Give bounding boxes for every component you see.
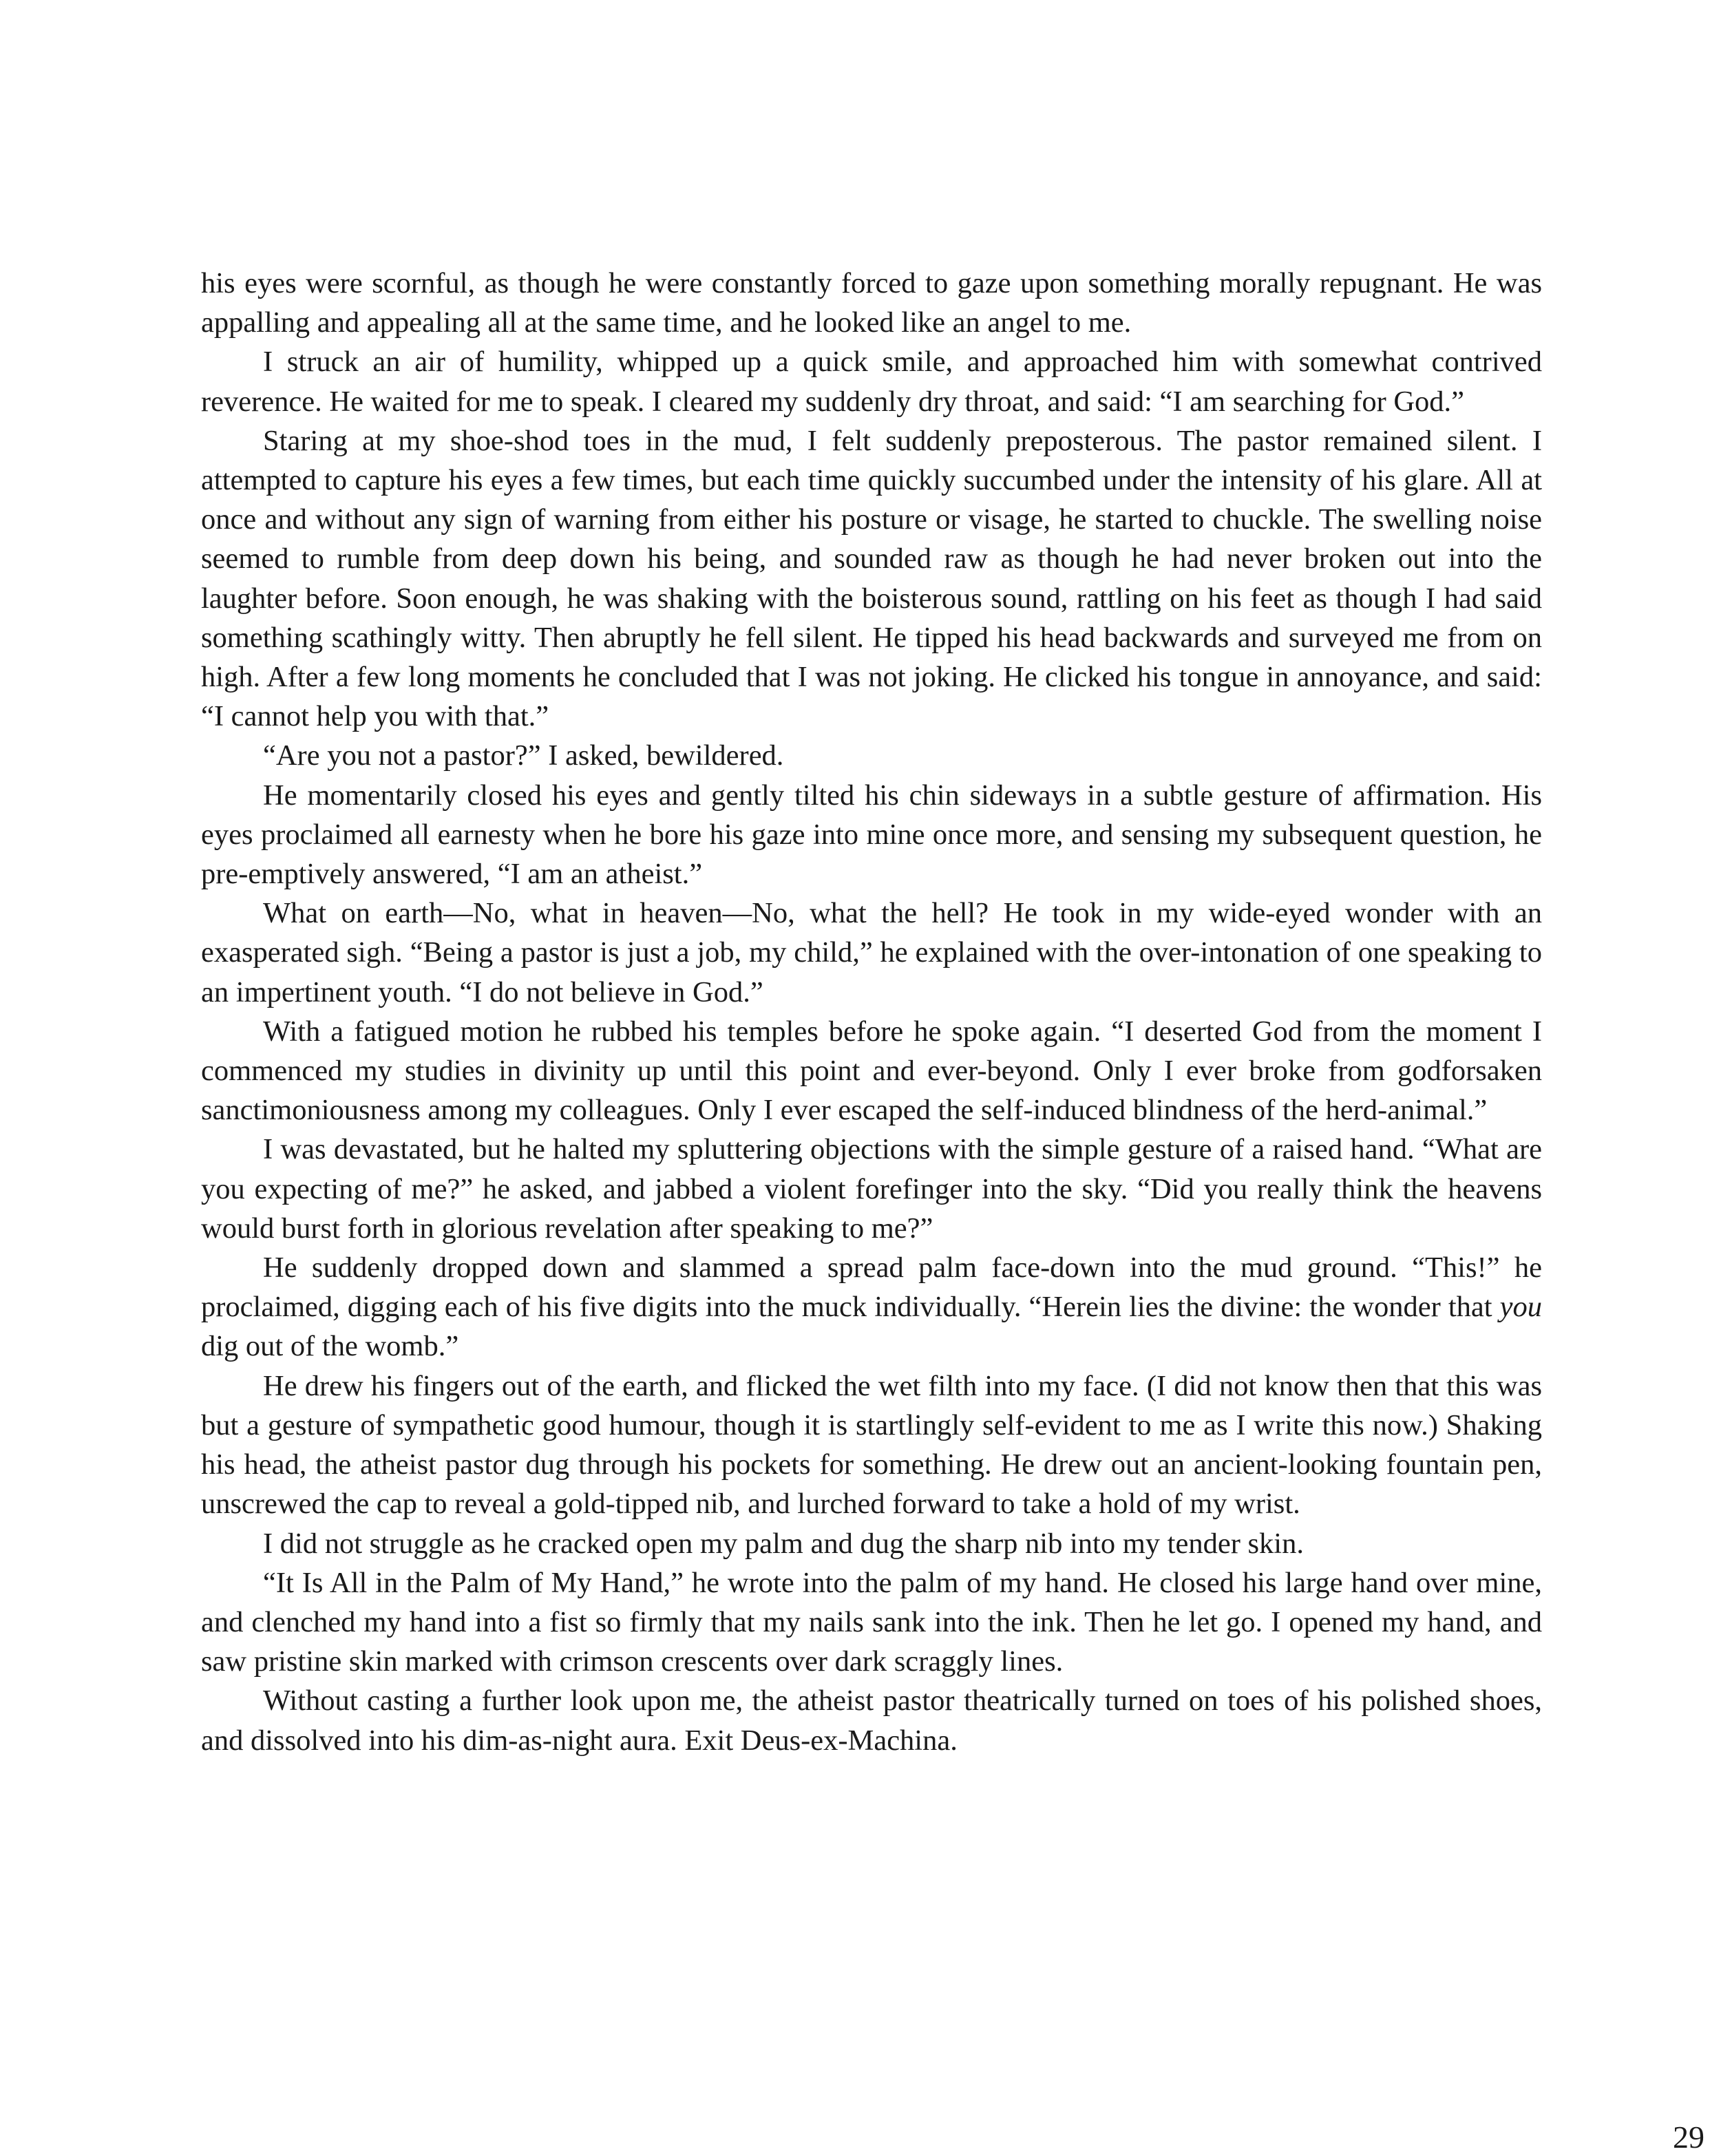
- paragraph: I struck an air of humility, whipped up a quick smile, and approached him with somewhat contrived reverence. He waited for me to speak. I cleared my suddenly dry throat, and said: “I am searching for God.”: [201, 346, 1542, 418]
- paragraph: Without casting a further look upon me, the atheist pastor theatrically turned on toes of his polished shoes, and dissolved into his dim-as-night aura. Exit Deus-ex-Machina.: [201, 1684, 1542, 1757]
- paragraph: “Are you not a pastor?” I asked, bewildered.: [263, 739, 784, 772]
- paragraph-text: He suddenly dropped down and slammed a spread palm face-down into the mud ground. “This!” he proclaimed, digging each of his five digits into the muck individually. “Herein lies the divine: the wonder that: [201, 1251, 1542, 1324]
- paragraph: his eyes were scornful, as though he were constantly forced to gaze upon something morally repugnant. He was appalling and appealing all at the same time, and he looked like an angel to me.: [201, 267, 1542, 339]
- body-text: [201, 264, 1542, 1760]
- paragraph: What on earth—No, what in heaven—No, what the hell? He took in my wide-eyed wonder with an exasperated sigh. “Being a pastor is just a job, my child,” he explained with the over-intonation of one speaking to an impertinent youth. “I do not believe in God.”: [201, 897, 1542, 1008]
- paragraph: I did not struggle as he cracked open my palm and dug the sharp nib into my tender skin.: [263, 1527, 1304, 1560]
- paragraph: He drew his fingers out of the earth, and flicked the wet filth into my face. (I did not know then that this was but a gesture of sympathetic good humour, though it is startlingly self-evident to me as I write this now.) Shaking his head, the atheist pastor dug through his pockets for something. He drew out an ancient-looking fountain pen, unscrewed the cap to reveal a gold-tipped nib, and lurched forward to take a hold of my wrist.: [201, 1369, 1542, 1521]
- emphasis-text: you: [1499, 1291, 1542, 1324]
- paragraph: “It Is All in the Palm of My Hand,” he wrote into the palm of my hand. He closed his large hand over mine, and clenched my hand into a fist so firmly that my nails sank into the ink. Then he let go. I opened my hand, and saw pristine skin marked with crimson crescents over dark scraggly lines.: [201, 1566, 1542, 1678]
- paragraph: [201, 1248, 1542, 1366]
- paragraph: Staring at my shoe-shod toes in the mud, I felt suddenly preposterous. The pastor remained silent. I attempted to capture his eyes a few times, but each time quickly succumbed under the intensity of his glare. All at once and without any sign of warning from either his posture or visage, he started to chuckle. The swelling noise seemed to rumble from deep down his being, and sounded raw as though he had never broken out into the laughter before. Soon enough, he was shaking with the boisterous sound, rattling on his feet as though I had said something scathingly witty. Then abruptly he fell silent. He tipped his head backwards and surveyed me from on high. After a few long moments he concluded that I was not joking. He clicked his tongue in annoyance, and said: “I cannot help you with that.”: [201, 424, 1542, 733]
- paragraph: He momentarily closed his eyes and gently tilted his chin sideways in a subtle gesture of affirmation. His eyes proclaimed all earnesty when he bore his gaze into mine once more, and sensing my subsequent question, he pre-emptively answered, “I am an atheist.”: [201, 779, 1542, 891]
- paragraph: I was devastated, but he halted my spluttering objections with the simple gesture of a raised hand. “What are you expecting of me?” he asked, and jabbed a violent forefinger into the sky. “Did you really think the heavens would burst forth in glorious revelation after speaking to me?”: [201, 1133, 1542, 1245]
- paragraph: With a fatigued motion he rubbed his temples before he spoke again. “I deserted God from the moment I commenced my studies in divinity up until this point and ever-beyond. Only I ever broke from godforsaken sanctimoniousness among my colleagues. Only I ever escaped the self-induced blindness of the herd-animal.”: [201, 1015, 1542, 1127]
- page-number: 29: [1673, 2120, 1704, 2155]
- paragraph-text: dig out of the womb.”: [201, 1330, 459, 1363]
